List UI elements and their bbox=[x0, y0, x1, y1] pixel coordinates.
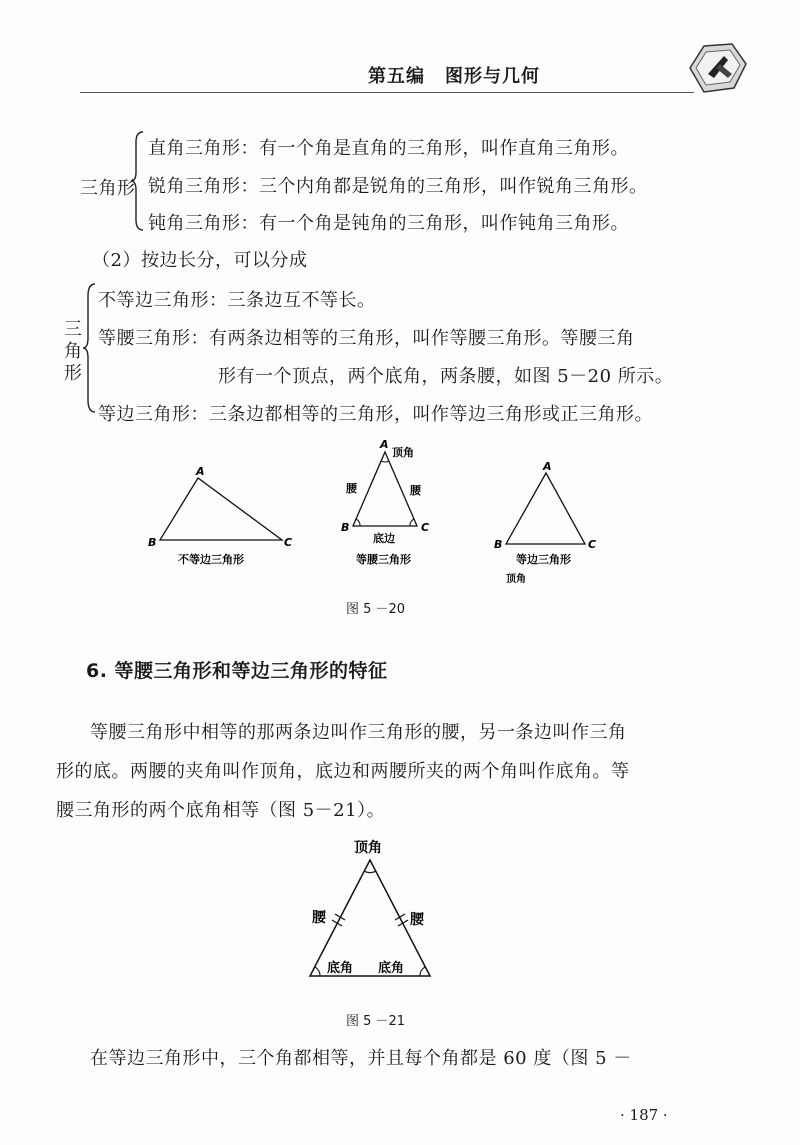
para-line-3: 腰三角形的两个底角相等（图 5－21）。 bbox=[56, 800, 386, 821]
equilateral-triangle bbox=[506, 473, 585, 544]
scalene-vertex-c: C bbox=[284, 536, 293, 549]
obtuse-triangle-def: 钝角三角形：有一个角是钝角的三角形，叫作钝角三角形。 bbox=[148, 213, 629, 234]
isosceles-right-arc bbox=[410, 519, 414, 526]
equilateral-vertex-b: B bbox=[494, 538, 503, 551]
scalene-triangle bbox=[160, 478, 282, 540]
running-header bbox=[368, 62, 540, 88]
brace-side-icon bbox=[82, 282, 98, 414]
brace-angle-icon bbox=[130, 130, 146, 232]
header-logo-icon bbox=[684, 38, 748, 98]
isosceles-apex-label: 顶角 bbox=[392, 446, 414, 459]
isosceles-left-arc bbox=[356, 519, 360, 526]
chapter-title: 图形与几何 bbox=[445, 66, 540, 87]
last-line: 在等边三角形中，三个角都相等，并且每个角都是 60 度（图 5 － bbox=[90, 1048, 632, 1069]
isosceles-base-label: 底边 bbox=[373, 532, 395, 545]
leg-right-label: 腰 bbox=[410, 912, 424, 928]
isosceles-def-1: 等腰三角形：有两条边相等的三角形，叫作等腰三角形。等腰三角 bbox=[98, 328, 635, 349]
equilateral-vertex-a: A bbox=[543, 460, 552, 473]
section-6-title: 6. 等腰三角形和等边三角形的特征 bbox=[86, 660, 388, 682]
scalene-def: 不等边三角形：三条边互不等长。 bbox=[98, 290, 376, 311]
by-side-label-2: 角 bbox=[64, 341, 83, 362]
apex-label: 顶角 bbox=[354, 840, 382, 856]
apex-angle-arc bbox=[364, 871, 376, 873]
right-base-angle-arc bbox=[420, 967, 425, 976]
isosceles-vertex-b: B bbox=[341, 521, 350, 534]
isosceles-def-2: 形有一个顶点，两个底角，两条腰，如图 5－20 所示。 bbox=[218, 366, 674, 387]
acute-triangle-def: 锐角三角形：三个内角都是锐角的三角形，叫作锐角三角形。 bbox=[148, 176, 648, 197]
isosceles-triangle bbox=[353, 452, 417, 526]
base-angle-right-label: 底角 bbox=[378, 961, 405, 976]
equilateral-def: 等边三角形：三条边都相等的三角形，叫作等边三角形或正三角形。 bbox=[98, 404, 653, 425]
isosceles-label: 等腰三角形 bbox=[356, 553, 411, 566]
scalene-label: 不等边三角形 bbox=[178, 553, 244, 566]
by-side-label-1: 三 bbox=[64, 319, 83, 340]
leg-left-label: 腰 bbox=[312, 910, 326, 926]
figure-5-21-caption: 图 5 －21 bbox=[346, 1014, 406, 1029]
equilateral-label: 等边三角形 bbox=[516, 553, 571, 566]
figure-5-20 bbox=[140, 436, 610, 596]
isosceles-leg-left: 腰 bbox=[346, 482, 357, 495]
isosceles-vertex-a: A bbox=[380, 438, 389, 451]
scalene-vertex-a: A bbox=[196, 465, 205, 478]
para-line-1: 等腰三角形中相等的那两条边叫作三角形的腰，另一条边叫作三角 bbox=[90, 722, 627, 743]
by-side-label-3: 形 bbox=[64, 363, 83, 384]
equilateral-vertex-c: C bbox=[588, 538, 597, 551]
figure-5-21 bbox=[290, 830, 460, 990]
isosceles-leg-right: 腰 bbox=[410, 484, 421, 497]
isosceles-apex-arc bbox=[381, 461, 389, 462]
right-triangle-def: 直角三角形：有一个角是直角的三角形，叫作直角三角形。 bbox=[148, 138, 629, 159]
header-rule bbox=[80, 92, 694, 93]
left-base-angle-arc bbox=[315, 967, 320, 976]
scalene-vertex-b: B bbox=[148, 536, 157, 549]
figure-5-20-caption: 图 5 －20 bbox=[346, 602, 406, 617]
isosceles-vertex-c: C bbox=[421, 521, 430, 534]
by-side-intro: （2）按边长分，可以分成 bbox=[92, 250, 308, 271]
equilateral-extra-label: 顶角 bbox=[506, 574, 526, 585]
base-angle-left-label: 底角 bbox=[327, 961, 354, 976]
page-number: · 187 · bbox=[620, 1106, 668, 1124]
chapter-label: 第五编 bbox=[368, 66, 425, 87]
by-angle-group-label: 三角形 bbox=[80, 178, 136, 199]
para-line-2: 形的底。两腰的夹角叫作顶角，底边和两腰所夹的两个角叫作底角。等 bbox=[56, 761, 630, 782]
